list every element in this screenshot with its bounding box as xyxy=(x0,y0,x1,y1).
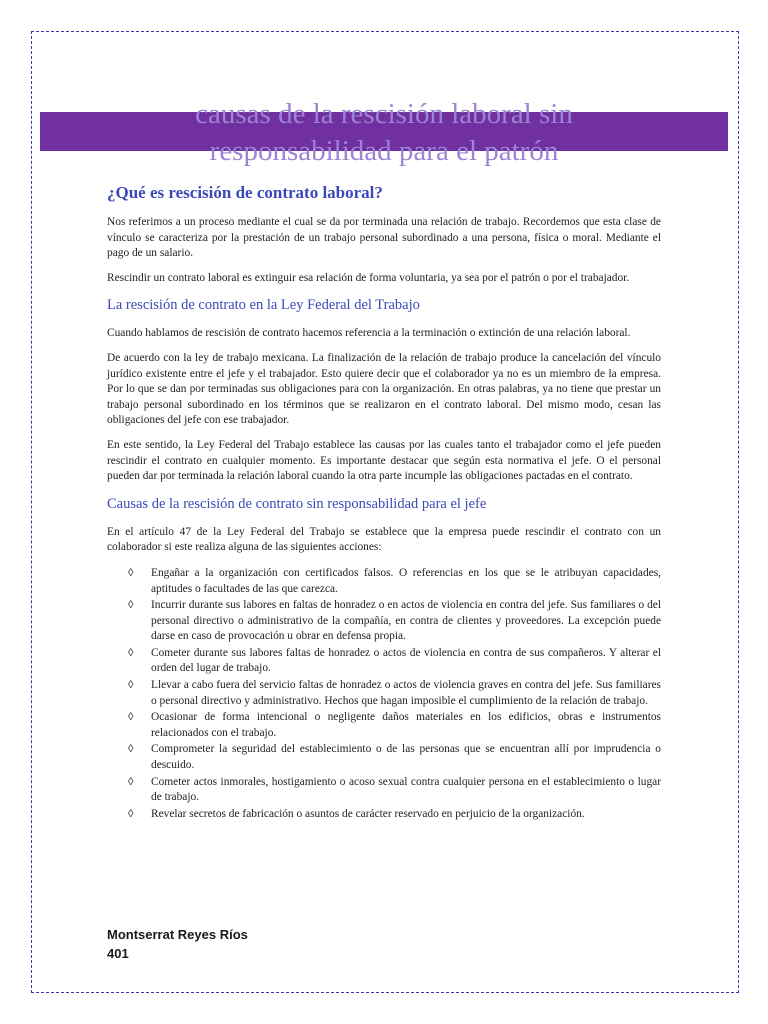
list-item: ◊ Cometer actos inmorales, hostigamiento o acoso sexual contra cualquier persona en el establecimiento o lugar de trabajo. xyxy=(128,775,661,804)
title-line-2: responsabilidad para el patrón xyxy=(209,135,559,167)
diamond-bullet-icon: ◊ xyxy=(128,807,134,820)
section-1-paragraph-1: Nos referimos a un proceso mediante el cual se da por terminada una relación de trabajo. Recordemos que esta clase de vínculo se caracteriza por la prestación de un trabajo personal subordinado a una persona, física o moral. Mediante el pago de un salario. xyxy=(107,216,661,260)
section-3-intro: En el artículo 47 de la Ley Federal del Trabajo se establece que la empresa puede rescindir el contrato con un colaborador si este realiza alguna de las siguientes acciones: xyxy=(107,525,661,554)
list-item: ◊ Comprometer la seguridad del establecimiento o de las personas que se encuentran allí por imprudencia o descuido. xyxy=(128,743,661,772)
section-2-heading: La rescisión de contrato en la Ley Federal del Trabajo xyxy=(107,297,420,314)
diamond-bullet-icon: ◊ xyxy=(128,775,134,788)
group-number: 401 xyxy=(107,946,129,961)
list-item: ◊ Llevar a cabo fuera del servicio faltas de honradez o actos de violencia graves en contra del jefe. Sus familiares o personal directivo y administrativo. Hechos que hagan imposible el cumplimiento de la relación de trabajo. xyxy=(128,679,661,707)
list-item: ◊ Ocasionar de forma intencional o negligente daños materiales en los edificios, obras e instrumentos relacionados con el trabajo. xyxy=(128,711,661,739)
diamond-bullet-icon: ◊ xyxy=(128,646,134,659)
diamond-bullet-icon: ◊ xyxy=(128,711,134,724)
section-3-heading: Causas de la rescisión de contrato sin responsabilidad para el jefe xyxy=(107,495,487,512)
section-2-paragraph-2: De acuerdo con la ley de trabajo mexicana. La finalización de la relación de trabajo produce la cancelación del vínculo jurídico existente entre el jefe y el trabajador. Esto quiere decir que el colaborador ya no es un miembro de la empresa. Por lo que se dan por terminadas sus obligaciones para con la organización. En otras palabras, ya no tiene que prestar un trabajo personal subordinado en los términos que se realizaron en el contrato laboral. Del mismo modo, cesan las obligaciones del jefe con ese trabajador. xyxy=(107,351,661,427)
list-item: ◊ Engañar a la organización con certificados falsos. O referencias en los que se le atribuyan capacidades, aptitudes o facultades de las que carezca. xyxy=(128,566,661,595)
author-footer xyxy=(107,925,248,963)
page-title xyxy=(40,96,728,170)
section-1-heading: ¿Qué es rescisión de contrato laboral? xyxy=(107,183,383,202)
list-item: ◊ Cometer durante sus labores faltas de honradez o actos de violencia en contra de sus compañeros. Y alterar el orden del lugar de trabajo. xyxy=(128,646,661,675)
section-1-paragraph-2: Rescindir un contrato laboral es extinguir esa relación de forma voluntaria, ya sea por el patrón o por el trabajador. xyxy=(107,271,630,284)
document-body xyxy=(107,182,661,823)
title-line-1: causas de la rescisión laboral sin xyxy=(195,98,573,130)
diamond-bullet-icon: ◊ xyxy=(128,743,134,756)
section-2-paragraph-1: Cuando hablamos de rescisión de contrato hacemos referencia a la terminación o extinción de una relación laboral. xyxy=(107,327,631,340)
author-name: Montserrat Reyes Ríos xyxy=(107,927,248,942)
diamond-bullet-icon: ◊ xyxy=(128,599,134,612)
diamond-bullet-icon: ◊ xyxy=(128,679,134,692)
diamond-bullet-icon: ◊ xyxy=(128,566,134,579)
list-item: ◊ Revelar secretos de fabricación o asuntos de carácter reservado en perjuicio de la organización. xyxy=(128,807,661,823)
list-item: ◊ Incurrir durante sus labores en faltas de honradez o en actos de violencia en contra del jefe. Sus familiares o del personal directivo o administrativo de la compañía, en contra de clientes y proveedores. La excepción puede darse en caso de provocación u obrar en defensa propia. xyxy=(128,599,661,643)
causes-list xyxy=(128,566,661,823)
section-2-paragraph-3: En este sentido, la Ley Federal del Trabajo establece las causas por las cuales tanto el trabajador como el jefe pueden rescindir el contrato en cualquier momento. Es importante destacar que según esta normativa el jefe. O el personal pueden dar por terminada la relación laboral cuando la otra parte incumple las obligaciones pactadas en el contrato. xyxy=(107,438,661,483)
